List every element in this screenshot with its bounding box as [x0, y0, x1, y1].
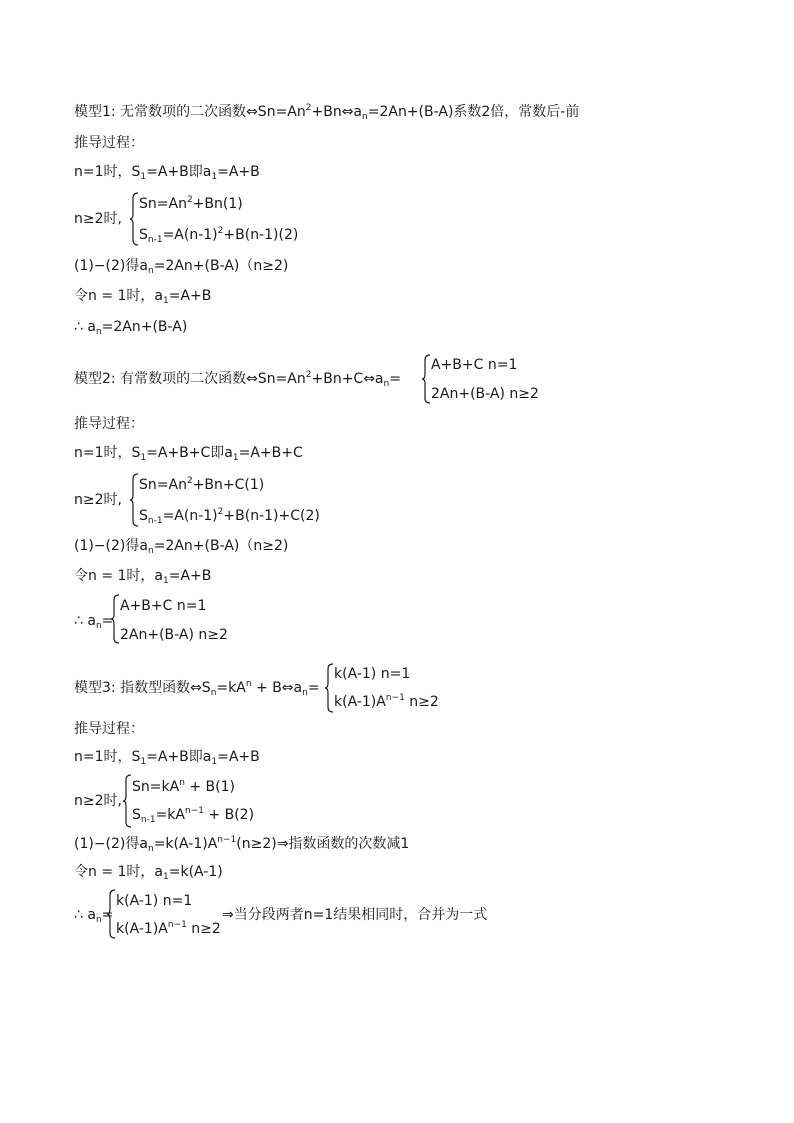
- model2-conclusion-brace: [110, 594, 120, 644]
- model3-conclusion-prefix: ∴ $a_n=$: [74, 907, 114, 925]
- model3-conclusion-note: ⇒当分段两者n=1结果相同时，合并为一式: [222, 907, 488, 923]
- model3-case-brace: [122, 774, 132, 828]
- model3-derive-label: 推导过程：: [74, 721, 144, 737]
- model3-step-diff: (1)−(2)得$a_n=k(A-1)A^{n-1}(n\ge 2)\Rightarrow$指数函数的次数减1: [74, 835, 410, 854]
- model2-conclusion-case1: A+B+C n=1: [120, 598, 207, 614]
- model2-title: 模型2: 有常数项的二次函数$\Leftrightarrow Sn=An^2+Bn+C\Leftrightarrow a_n=$: [74, 370, 401, 389]
- model3-ge2-label: n≥2时,: [74, 793, 122, 809]
- model1-conclusion: ∴ $a_n=2An+(B-A)$: [74, 319, 188, 337]
- model3-title-case1: k(A-1) n=1: [334, 666, 411, 682]
- model1-step-diff: (1)−(2)得$a_n=2An+(B-A)(n\ge 2)$: [74, 258, 289, 276]
- model2-case2: $S_{n-1}=A(n-1)^2+B(n-1)+C(2)$: [139, 507, 320, 526]
- model1-case-brace: [129, 192, 139, 246]
- model2-title-brace: [421, 354, 431, 404]
- model3-conclusion-case1: k(A-1) n=1: [116, 893, 193, 909]
- model2-case1: $Sn=An^2+Bn+C(1)$: [139, 476, 265, 493]
- model2-title-case1: A+B+C n=1: [431, 357, 518, 373]
- model2-step-let: 令n = 1时，$a_1=A+B$: [74, 568, 212, 586]
- model3-title-case2: $k(A-1)A^{n-1}$ n≥2: [334, 693, 439, 710]
- model2-ge2-label: n≥2时,: [74, 492, 122, 508]
- model1-n1-line: n=1时，$S_1=A+B$即$a_1=A+B$: [74, 164, 260, 182]
- model2-n1-line: n=1时，$S_1=A+B+C$即$a_1=A+B+C$: [74, 445, 303, 463]
- model1-case2: $S_{n-1}=A(n-1)^2+B(n-1)(2)$: [139, 226, 299, 245]
- model3-title-brace: [324, 663, 334, 713]
- model2-case-brace: [129, 473, 139, 527]
- model3-case1: $Sn=kA^n + B(1)$: [132, 778, 235, 795]
- model3-title: 模型3: 指数型函数$\Leftrightarrow S_n=kA^n$ + $B\Leftrightarrow a_n=$: [74, 679, 320, 698]
- model3-conclusion-brace: [106, 889, 116, 939]
- model2-conclusion-prefix: ∴ $a_n=$: [74, 613, 114, 631]
- model3-step-let: 令n = 1时，$a_1=k(A-1)$: [74, 864, 223, 882]
- model1-case1: $Sn=An^2+Bn(1)$: [139, 195, 243, 212]
- model1-step-let: 令n = 1时，$a_1=A+B$: [74, 288, 212, 306]
- model2-title-case2: 2An+(B-A) n≥2: [431, 386, 539, 402]
- model1-title: 模型1: 无常数项的二次函数$\Leftrightarrow Sn=An^2+Bn\Leftrightarrow a_n=2An+(B-A)$系数2倍，常数后-前: [74, 103, 580, 122]
- model1-derive-label: 推导过程：: [74, 135, 144, 151]
- model3-case2: $S_{n-1}=kA^{n-1} + B(2)$: [132, 806, 255, 825]
- model2-conclusion-case2: 2An+(B-A) n≥2: [120, 627, 228, 643]
- model1-ge2-label: n≥2时,: [74, 211, 122, 227]
- model3-conclusion-case2: $k(A-1)A^{n-1}$ n≥2: [116, 920, 221, 937]
- model2-derive-label: 推导过程：: [74, 416, 144, 432]
- model3-n1-line: n=1时，$S_1=A+B$即$a_1=A+B$: [74, 749, 260, 767]
- model2-step-diff: (1)−(2)得$a_n=2An+(B-A)(n\ge 2)$: [74, 538, 289, 556]
